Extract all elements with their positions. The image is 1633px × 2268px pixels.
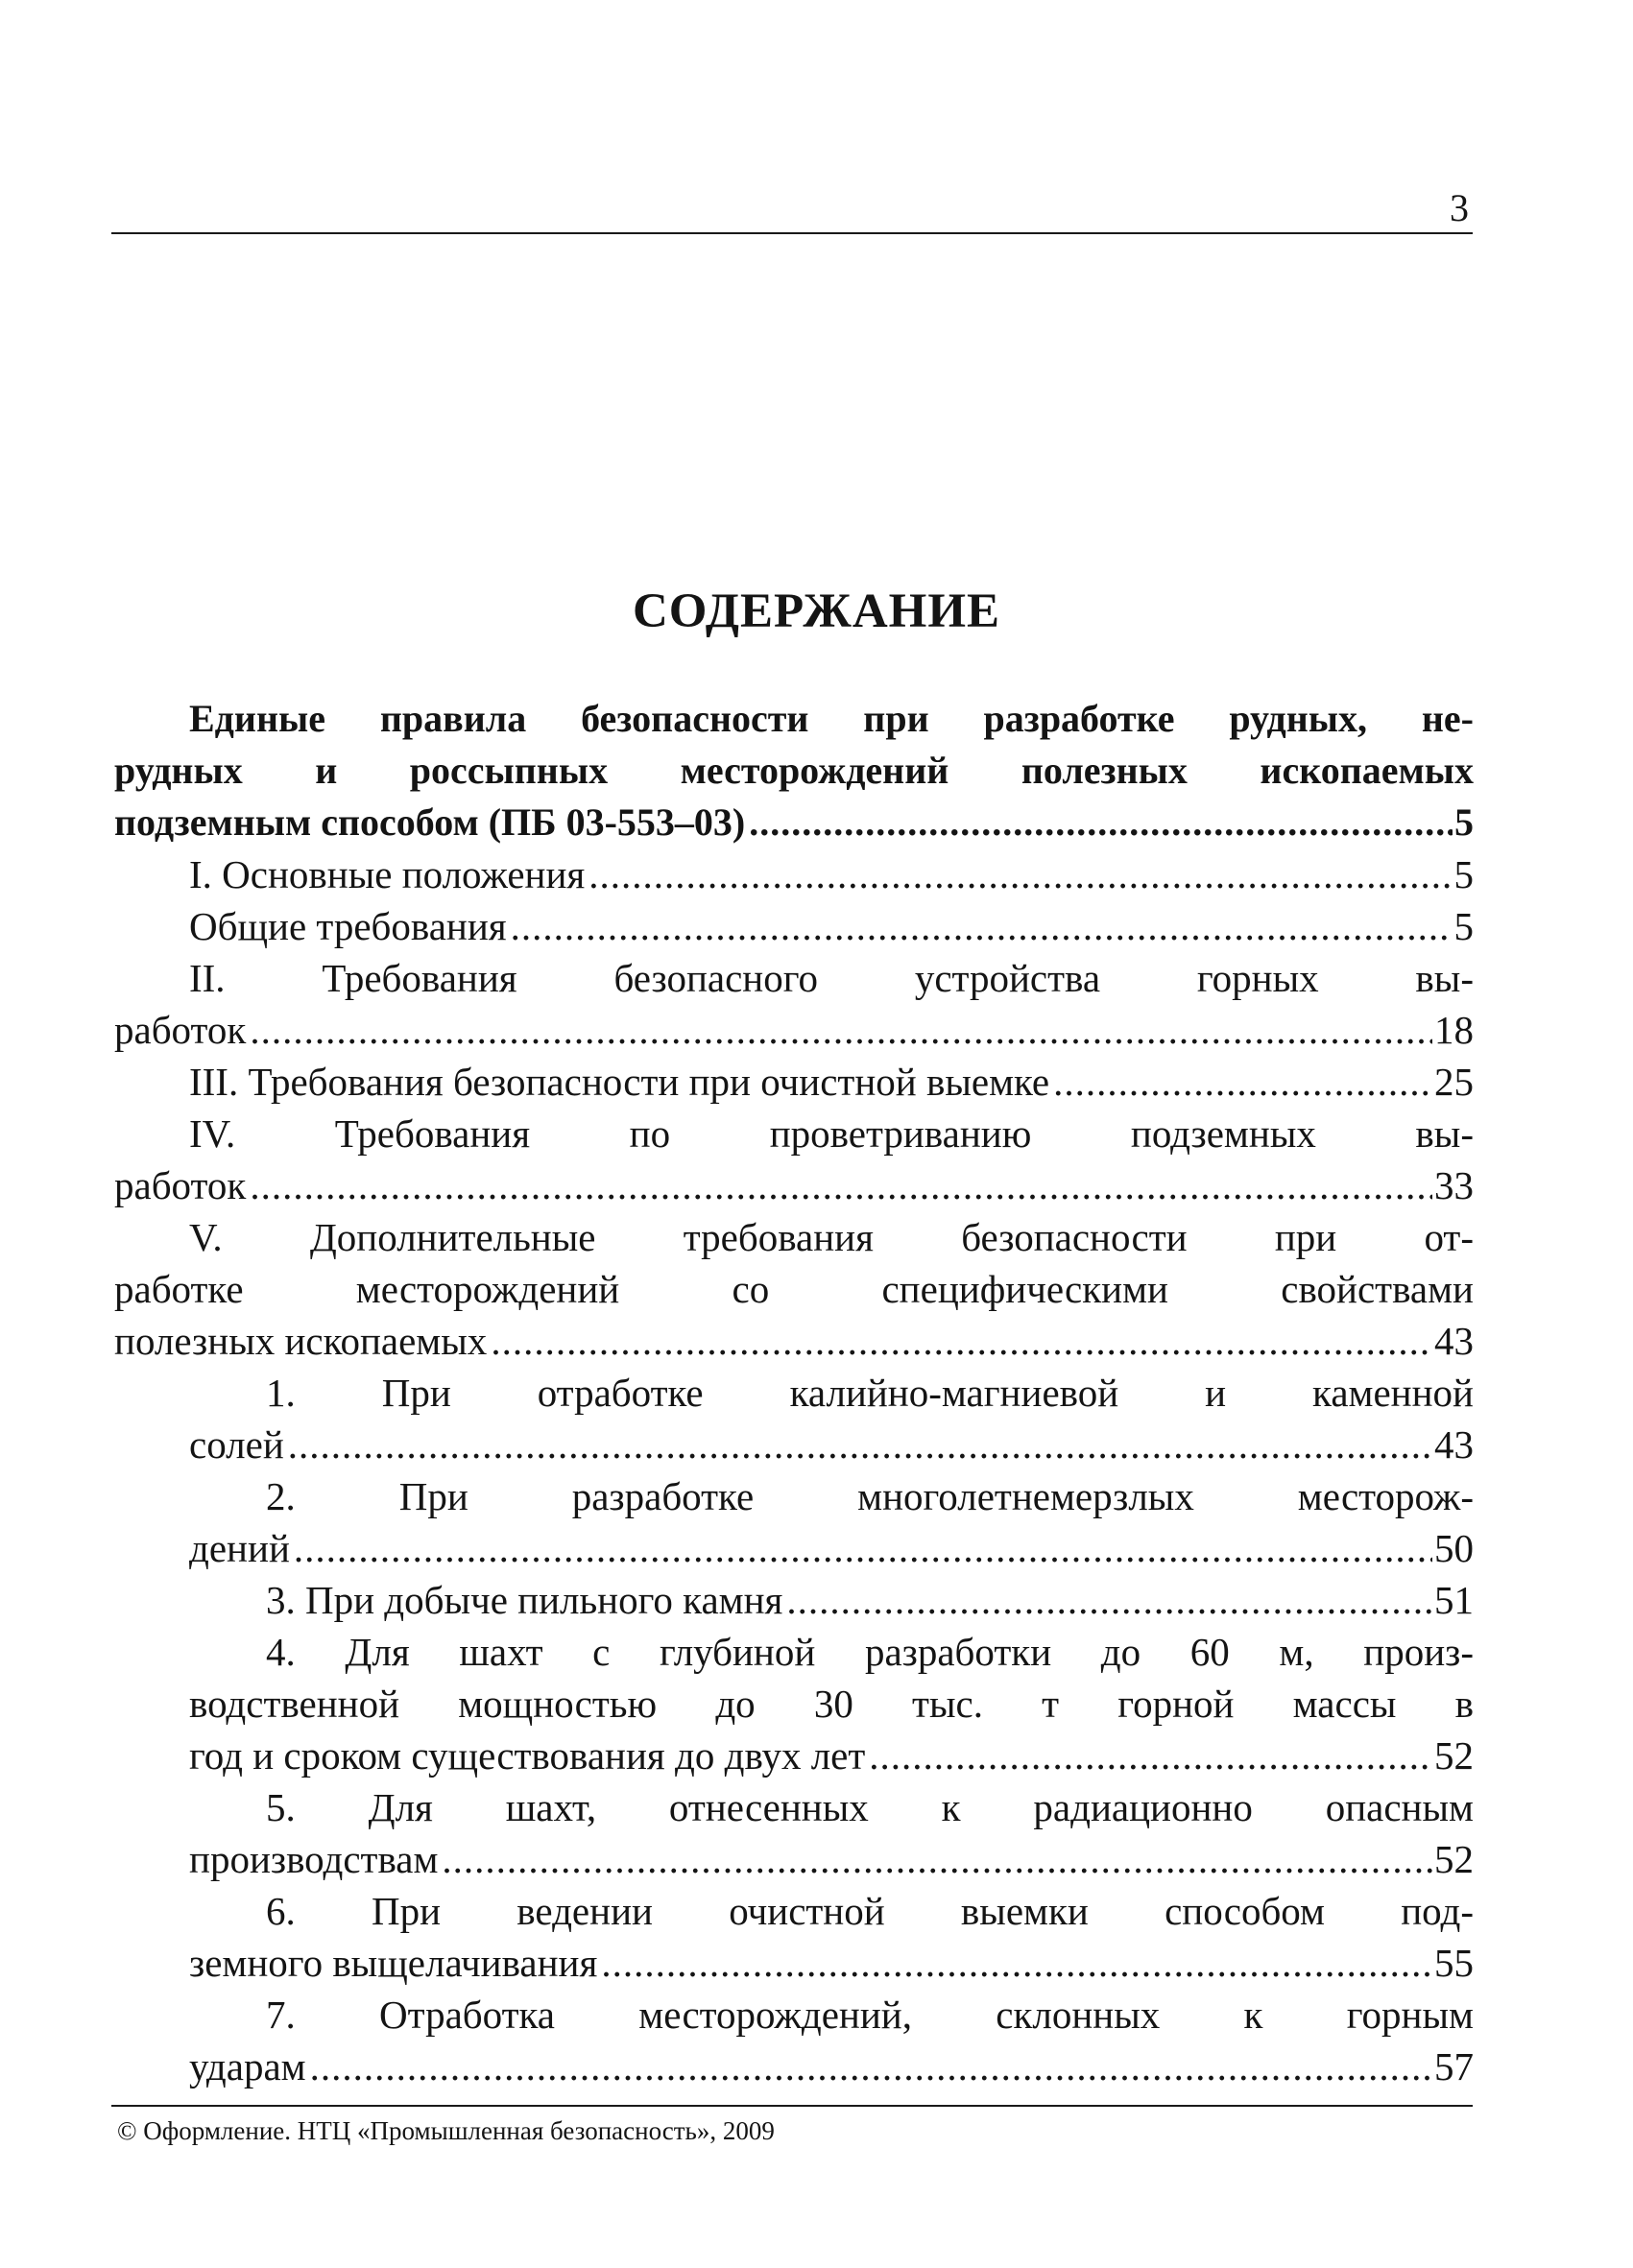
dot-leader bbox=[250, 1159, 1432, 1211]
toc-page-number: 43 bbox=[1434, 1319, 1474, 1363]
toc-entry-text: год и сроком существования до двух лет bbox=[189, 1733, 866, 1778]
toc-page-number: 5 bbox=[1453, 904, 1474, 948]
dot-leader bbox=[511, 900, 1453, 952]
dot-leader bbox=[310, 2041, 1432, 2092]
toc-entry-text: дений bbox=[189, 1526, 290, 1570]
toc-page-number: 33 bbox=[1434, 1163, 1474, 1207]
toc-page-number: 43 bbox=[1434, 1422, 1474, 1467]
toc-line: 1. При отработке калийно-магниевой и каменной bbox=[266, 1371, 1474, 1415]
toc-entry-text: I. Основные положения bbox=[189, 852, 586, 896]
toc-page-number: 18 bbox=[1434, 1008, 1474, 1052]
toc-page-number: 52 bbox=[1434, 1837, 1474, 1881]
toc-page-number: 57 bbox=[1434, 2044, 1474, 2089]
toc-line bbox=[114, 900, 1474, 952]
dot-leader bbox=[294, 1522, 1432, 1574]
toc-page-number: 25 bbox=[1434, 1060, 1474, 1104]
toc-line: 7. Отработка месторождений, склонных к горным bbox=[266, 1993, 1474, 2037]
footer-copyright: © Оформление. НТЦ «Промышленная безопасность», 2009 bbox=[117, 2116, 775, 2145]
toc-page-number: 50 bbox=[1434, 1526, 1474, 1570]
toc-page-number: 5 bbox=[1454, 800, 1474, 844]
toc-line: 5. Для шахт, отнесенных к радиационно опасным bbox=[266, 1785, 1474, 1829]
dot-leader bbox=[749, 797, 1453, 848]
toc-line: 2. При разработке многолетнемерзлых месторож- bbox=[266, 1474, 1474, 1518]
dot-leader bbox=[601, 1937, 1432, 1989]
dot-leader bbox=[786, 1574, 1432, 1626]
toc-entry-text: солей bbox=[189, 1422, 284, 1467]
toc-entry-text: полезных ископаемых bbox=[114, 1319, 488, 1363]
toc-line bbox=[114, 1315, 1474, 1367]
header-rule bbox=[111, 232, 1473, 234]
toc-entry-text: ударам bbox=[189, 2044, 306, 2089]
dot-leader bbox=[250, 1004, 1432, 1056]
toc-line: рудных и россыпных месторождений полезных ископаемых bbox=[114, 749, 1474, 792]
dot-leader bbox=[869, 1730, 1432, 1781]
toc-entry-text: работок bbox=[114, 1163, 247, 1207]
toc-line bbox=[114, 1419, 1474, 1470]
toc-line bbox=[114, 1833, 1474, 1885]
page-title: СОДЕРЖАНИЕ bbox=[632, 585, 1001, 638]
toc-line: работке месторождений со специфическими свойствами bbox=[114, 1267, 1474, 1311]
toc-line bbox=[114, 1937, 1474, 1989]
toc-entry-text: производствам bbox=[189, 1837, 439, 1881]
toc-entry-text: земного выщелачивания bbox=[189, 1941, 598, 1985]
toc-line bbox=[114, 1004, 1474, 1056]
dot-leader bbox=[442, 1833, 1432, 1885]
dot-leader bbox=[1053, 1056, 1432, 1108]
toc-entry-text: работок bbox=[114, 1008, 247, 1052]
dot-leader bbox=[491, 1315, 1432, 1367]
toc-line: 4. Для шахт с глубиной разработки до 60 м, произ- bbox=[266, 1630, 1474, 1674]
toc-line: V. Дополнительные требования безопасности при от- bbox=[189, 1215, 1474, 1259]
toc-line bbox=[114, 2041, 1474, 2092]
page-number: 3 bbox=[1450, 186, 1469, 229]
toc-line: IV. Требования по проветриванию подземных вы- bbox=[189, 1111, 1474, 1156]
toc-line bbox=[114, 1574, 1474, 1626]
toc-line: II. Требования безопасного устройства горных вы- bbox=[189, 956, 1474, 1000]
toc-line bbox=[114, 1159, 1474, 1211]
footer-rule bbox=[111, 2105, 1473, 2107]
toc-page-number: 55 bbox=[1434, 1941, 1474, 1985]
toc-line: Единые правила безопасности при разработке рудных, не- bbox=[189, 697, 1474, 740]
toc-line: водственной мощностью до 30 тыс. т горной массы в bbox=[189, 1682, 1474, 1726]
toc-line bbox=[114, 848, 1474, 900]
toc-entry-text: подземным способом (ПБ 03-553–03) bbox=[114, 800, 746, 844]
table-of-contents bbox=[114, 693, 1474, 2092]
toc-entry-text: III. Требования безопасности при очистной выемке bbox=[189, 1060, 1050, 1104]
dot-leader bbox=[288, 1419, 1432, 1470]
dot-leader bbox=[588, 848, 1452, 900]
toc-line bbox=[114, 1522, 1474, 1574]
toc-line: 6. При ведении очистной выемки способом под- bbox=[266, 1889, 1474, 1933]
toc-line bbox=[114, 797, 1474, 848]
toc-entry-text: 3. При добыче пильного камня bbox=[266, 1578, 783, 1622]
toc-page-number: 52 bbox=[1434, 1733, 1474, 1778]
toc-page-number: 51 bbox=[1434, 1578, 1474, 1622]
toc-line bbox=[114, 1730, 1474, 1781]
toc-page-number: 5 bbox=[1453, 852, 1474, 896]
toc-entry-text: Общие требования bbox=[189, 904, 507, 948]
toc-line bbox=[114, 1056, 1474, 1108]
